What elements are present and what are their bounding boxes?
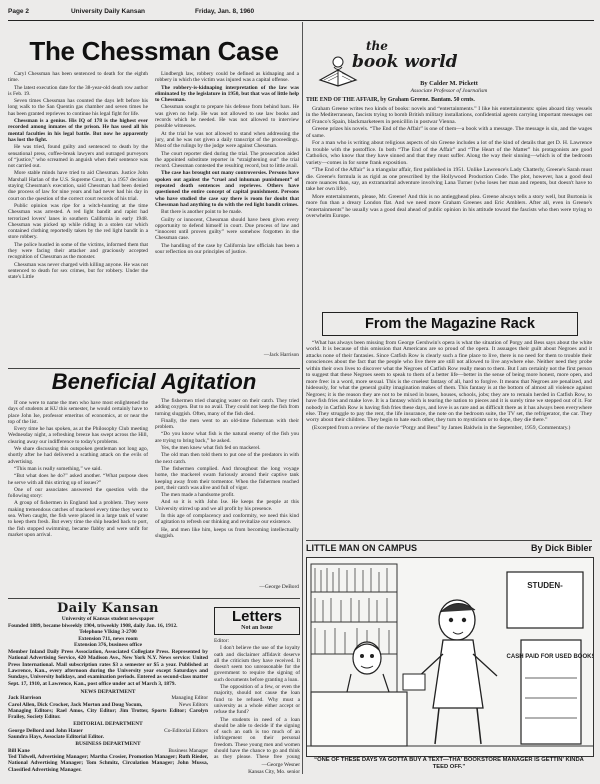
staff-name: Saundra Hays, Associate Editorial Editor. [8, 734, 104, 741]
chessman-para: But there is another point to be made. [161, 209, 243, 216]
chessman-para: The case has brought out many controversies. Persons have spoken out against the “cruel and inhuman punishment” of repeated death sentences and reprieves. Others have questioned the entire concept of capital punishment. Persons who have studied the case say there is room for doubt that Chessman had anything to do with the red light bandit crimes. [155, 170, 299, 208]
agitation-para: And so it is with John Ise. He keeps the people at this University stirred up and we all profit by his presence. [155, 499, 299, 512]
magazine-rack-title: From the Magazine Rack [364, 316, 535, 332]
editorial-dept-heading: EDITORIAL DEPARTMENT [73, 721, 143, 728]
chessman-headline: The Chessman Case [29, 36, 279, 66]
agitation-para: “Do you know what fish is the natural enemy of the fish you are trying to bring back,” he asked. [155, 431, 299, 444]
staff-role: Business Manager [168, 747, 208, 754]
agitation-para: Every time he has spoken, as at the Philosophy Club meeting Wednesday night, a refreshing breeze has swept across the Hill, clearing away our indifference to today's problems. [8, 426, 148, 445]
header-rule [8, 20, 594, 21]
masthead-title: Daily Kansan [56, 601, 160, 616]
letter-para: I don't believe the use of the loyalty oath and disclaimer affidavit deserve all the criticism they have received. It doesn't seem too unreasonable for the government to require the signing of such documents before granting a loan. [214, 645, 300, 683]
business-dept-heading: BUSINESS DEPARTMENT [75, 741, 141, 748]
masthead-phone: Telephone VIking 3-2700 [79, 629, 137, 636]
chessman-para: Chessman sought to prepare his defense from behind bars. He was given no help. He was not allowed to use law books and records which he needed. He was not allowed to interview possible witnesses. [155, 104, 299, 130]
masthead [8, 601, 208, 779]
chessman-para: Chessman was never charged with killing anyone. He was not sentenced to death for sex crimes, but for robbery. Under the state's Little [8, 261, 148, 281]
cartoon-caption: “ONE OF THESE DAYS YA GOTTA BUY A TEXT—THA' BOOKSTORE MANAGER IS GETTIN' KINDA TEED OFF.” [314, 757, 584, 770]
cartoon-drawing [307, 558, 593, 756]
chessman-para: The robbery-is-kidnaping interpretation of the law was eliminated by the legislature in 1950, but that was of little help to Chessman. [155, 84, 299, 104]
letters-signature-hometown: Kansas City, Mo. senior [248, 769, 300, 775]
column-divider [302, 22, 303, 774]
staff-name: Jack Harrison [8, 695, 42, 702]
chessman-para: At the trial he was not allowed to stand when addressing the jury, and he was not given a daily transcript of the proceedings. Most of the rulings by the judge were against Chessman. [155, 130, 299, 150]
letters-subtitle: Not an Issue [241, 625, 273, 631]
chessman-para: Public opinion was ripe for a witch-hunting at the time Chessman was arrested. A red light bandit and rapist had terrorized lovers' lanes in southern California in early 1948. Chessman was picked up while riding in a stolen car which contained clothing reportedly taken by the red light bandit in a store robbery. [8, 202, 148, 241]
chessman-para: The court reporter died during the trial. The prosecution aided the appointed substitute reporter in “straightening out” the trial record. Chessman contested the resulting record, but to little avail. [155, 150, 299, 170]
letters-body [214, 638, 300, 760]
section-rule [306, 540, 592, 541]
book-world-logo-text: book world [352, 52, 458, 72]
cartoon-panel [306, 557, 594, 757]
news-staff [8, 695, 208, 720]
magazine-rack-body [306, 340, 592, 538]
staff-role: News Editors [178, 701, 208, 708]
agitation-para: The old man then told them to put one of the predators in with the next catch. [155, 452, 299, 465]
agitation-para: The fishermen tried changing water on their catch. They tried adding oxygen. But to no avail. They could not keep the fish from turning sluggish. Often, many of the fish died. [155, 398, 299, 417]
review-para: Greene prizes his novels. “The End of the Affair” is one of them—a book with a message. The message is sin, and the wages of same. [306, 126, 592, 139]
chessman-signature: —Jack Harrison [263, 352, 299, 358]
book-world-body [306, 106, 592, 306]
staff-name: George DeBord and John Hauer [8, 727, 83, 734]
chessman-para: More stable minds have tried to aid Chessman. Justice John Marshall Harlan of the U.S. Supreme Court, in a 1957 decision staying Chessman's execution, said Chessman had been denied due process of law for nine years and had never had his day in court on the question of the correct court records of his trial. [8, 170, 148, 202]
masthead-ext-news: Extension 711, news room [78, 635, 138, 642]
svg-text:CASH PAID FOR USED BOOKS [507, 654, 593, 660]
editorial-staff [8, 728, 208, 741]
cartoon-title-row [306, 543, 592, 554]
chessman-para: Chessman is a genius. His IQ of 178 is the highest ever recorded among inmates of the prison. He has used all his mental faculties in his legal battle. But now he apparently has lost the fight. [8, 118, 148, 143]
agitation-para: The fishermen complied. And throughout the long voyage home, the mackerel swam furiously around their captive tank keeping away from their tormentor. When the fishermen reached port, their catch was alive and full of vigor. [155, 465, 299, 491]
letters-header-box [214, 607, 300, 635]
magazine-rack-header-box [322, 312, 578, 336]
issue-date: Friday, Jan. 8, 1960 [195, 8, 255, 15]
letter-para: The students in need of a loan should be able to decide if the signing of such an oath is too much of an infringement on their personal freedom. These young men and women should have the chance to go and think as they please. These free young [214, 716, 300, 760]
cartoon-cash-sign: CASH PAID FOR USED BOOKS [506, 654, 593, 660]
review-para: For a man who is writing about religious aspects of sin Greene includes a lot of the kind of details that get D. H. Lawrence in trouble with the postoffice. In both “The End of the Affair” and “The Heart of the Matter” his protagonists are good Catholics, who know that they have sinned and that they must suffer. Along the way their sinning—which is of the bedroom variety—comes in for some frank exposition. [306, 140, 592, 166]
staff-name: Bill Kane [8, 747, 30, 754]
agitation-para: “This man is really something,” we said. [14, 465, 102, 472]
news-dept-heading: NEWS DEPARTMENT [80, 688, 136, 695]
letter-para: Editor: [214, 638, 229, 644]
book-world-logo-the: the [366, 39, 388, 53]
staff-name: Carol Allen, Dick Crocker, Jack Morton and Doug Yocum, [8, 701, 143, 708]
agitation-para: One of our associates answered the question with the following story: [8, 486, 148, 500]
agitation-column-2 [155, 398, 299, 582]
masthead-founded: Founded 1889, became biweekly 1904, triweekly 1908, daily Jan. 16, 1912. [8, 623, 178, 629]
business-staff [8, 748, 208, 773]
chessman-para: Lindbergh law, robbery could be defined as kidnaping and a robbery in which the victim was injured was a capital offense. [155, 71, 299, 84]
review-para: “The End of the Affair” is a triangular affair, first published in 1951. Unlike Lawrence's Lady Chatterly, Greene's Sarah must die. Greene's formula is as rigid as one prescribed by the Hollywood Production Code. The plot, however, has a good deal more nuances than, say, an extramarital adventure involving Lana Turner (who loses her man and repents, but doesn't have to take her own life). [306, 167, 592, 193]
magazine-para: “What has always been missing from George Gershwin's opera is what the situation of Porgy and Bess says about the white world. It is because of this omission that Americans are so proud of the opera. It assuages their guilt about Negroes and it attacks none of their fantasies. Since Catfish Row is clearly such a fine place to live, there is no need for them to trouble their consciences about the fact that the people who live there are still not allowed to live anywhere else. Neither need they probe within their own lives to discover what the Negroes of Catfish Row really mean to them. But I am certainly not the first person to suggest that these Negroes seem to speak to them of a better life—better in the sense of being more honest, more open, and more free: in a word, more sexual. This is the cruelest fantasy of all, hard to forgive. It means that Negroes are penalized, and hideously, for what the general guilty imagination makes of them. This fantasy is at the bottom of almost all violence against Negroes; it is the reason they are not to be mixed in buses, houses, schools, jobs; they are to remain herded in Catfish Row, to have fish fries and make love. It is a fantasy which is tearing the nation to pieces and it is surely time we stepped out of it. For nobody in Catfish Row is having fish fries these days, and love is as rare and as difficult there as it has always been everywhere else. They struggle to pay the rent, the life insurance, the note on the bedroom suite, the TV set, the refrigerator, the car. They worry about their children. They begin to hate each other, they turn to mysticism or to dope, they die there.” [306, 340, 592, 424]
agitation-para: “But what does he do?” asked another. “What purpose does he serve with all this stirring up of issues?” [8, 473, 148, 486]
agitation-para: The men made a handsome profit. [161, 492, 235, 499]
staff-row [8, 702, 208, 708]
book-title-line: THE END OF THE AFFAIR, by Graham Greene. Bantam. 50 cents. [306, 97, 475, 103]
agitation-para: A group of fishermen in England had a problem. They were making tremendous catches of mackerel every time they went to sea. When caught, the fish were placed in a large tank of water to keep them fresh. But every time the ship headed back to port, the fish stopped swimming, became flabby and were unfit for market upon arrival. [8, 500, 148, 538]
agitation-headline: Beneficial Agitation [51, 369, 257, 394]
chessman-para: The handling of the case by California law officials has been a sour reflection on our principles of justice. [155, 242, 299, 256]
page-number: Page 2 [8, 8, 29, 15]
staff-role: Co-Editorial Editors [164, 727, 208, 734]
letters-title: Letters [231, 608, 283, 625]
agitation-signature: —George DeBord [259, 584, 299, 590]
letter-para: The opposition of a few, or even the majority, should not cause the loan fund to be refused. Why must a university as a whole either accept or refuse the fund? [214, 684, 300, 716]
masthead-ext-business: Extension 376, business office [74, 641, 142, 648]
chessman-para: Caryl Chessman has been sentenced to death for the eighth time. [8, 71, 148, 84]
chessman-para: Seven times Chessman has counted the days left before his long walk to the San Quentin gas chamber and seven times he has been granted reprieves to continue his legal fight for life. [8, 98, 148, 117]
letters-signature: —George Wesner [261, 762, 300, 768]
chessman-para: The police hustled in some of the victims, informed them that they were facing their attacker and graciously accepted recognition of Chessman as the monster. [8, 241, 148, 261]
agitation-para: If one were to name the men who have most enlightened the days of students at KU this semester, he would certainly have to place John Ise, professor emeritus of economics, at or near the top of the list. [8, 400, 148, 425]
masthead-membership: Member Inland Daily Press Association, Associated Collegiate Press. Represented by National Advertising Service, 420 Madison Ave., New York N.Y. News service: United Press International. Mail subscription rates $3 a semester or $5 a year. Published at Lawrence, Kan., every afternoon during the University year except Saturdays and Sundays, University holidays, and examination periods. Entered as second-class matter Sept. 17, 1910, at Lawrence, Kan., post office under act of March 3, 1879. [8, 649, 208, 687]
staff-role: Managing Editor [171, 695, 208, 702]
chessman-para: He was tried, found guilty and sentenced to death by the sensational press, coffee-break lawyers and outraged purveyors of “justice,” who screamed in anguish when their sentence was not carried out. [8, 144, 148, 170]
chessman-column-2 [155, 71, 299, 351]
cartoon-title: LITTLE MAN ON CAMPUS [306, 543, 417, 553]
agitation-para: In this age of complacency and conformity, we need this kind of agitation to refresh our thinking and revitalize our existence. [155, 513, 299, 526]
magazine-para: (Excerpted from a review of the movie “Porgy and Bess” by James Baldwin in the September, 1959, Commentary.) [312, 424, 571, 431]
agitation-column-1 [8, 400, 148, 596]
staff-name: Managing Editors; Rael Amos, City Editor; Jim Trotter, Sports Editor; Carolyn Frailey, Society Editor. [8, 707, 208, 721]
section-rule [8, 598, 300, 599]
page-header [8, 8, 594, 18]
agitation-para: We share discussing this outspoken gentleman not long ago, shortly after he had delivered a scathing attack on the evils of advertising. [8, 446, 148, 465]
chessman-column-1 [8, 71, 148, 367]
agitation-para: Finally, the men went to an old-time fisherman with their problem. [155, 417, 299, 431]
book-world-byline: By Calder M. Pickett [420, 80, 478, 87]
chessman-para: Guilty or innocent, Chessman should have been given every opportunity to defend himself in court. Due process of law and “innocent until proven guilty” were somehow forgotten in the Chessman case. [155, 216, 299, 242]
cartoon-sign-text: STUDEN- [527, 581, 563, 590]
staff-name: Ted Tidwell, Advertising Manager; Martha Crosier, Promotion Manager; Ruth Rieder, National Advertising Manager; Tom Schmitz, Circulation Manager; John Mussa, Classified Advertising Manager. [8, 753, 208, 773]
review-para: Graham Greene writes two kinds of books: novels and “entertainments.” I like his entertainments: spies aboard tiny vessels in the Mediterranean, fascists trying to bomb British military installations, confidential agents carrying important messages out of Franco's Spain, blackmarketeers in penicillin in postwar Vienna. [306, 106, 592, 125]
cartoon-byline: By Dick Bibler [530, 543, 592, 553]
chessman-para: The latest execution date for the 38-year-old death row author is Feb. 19. [8, 84, 148, 97]
masthead-subtitle: University of Kansas student newspaper [61, 616, 155, 622]
review-para: More entertainments, please, Mr. Greene! And this is no antiegghead plea. Greene always tells a story well, but Burtonia is more fun than a dreary London flat. And we need more Graham Greenes and Eric Amblers. After all, even in Greene's “entertainments” he usually was a good deal ahead of public opinion in his attitude toward the fascists who then were trying to overwhelm Europe. [306, 193, 592, 220]
agitation-para: He, and men like him, keeps us from becoming intellectually sluggish. [155, 526, 299, 539]
agitation-para: Yes, the men knew what fish fed on mackerel. [161, 445, 261, 452]
paper-name: University Daily Kansan [70, 8, 146, 15]
book-world-byline-title: Associate Professor of Journalism [410, 88, 488, 94]
